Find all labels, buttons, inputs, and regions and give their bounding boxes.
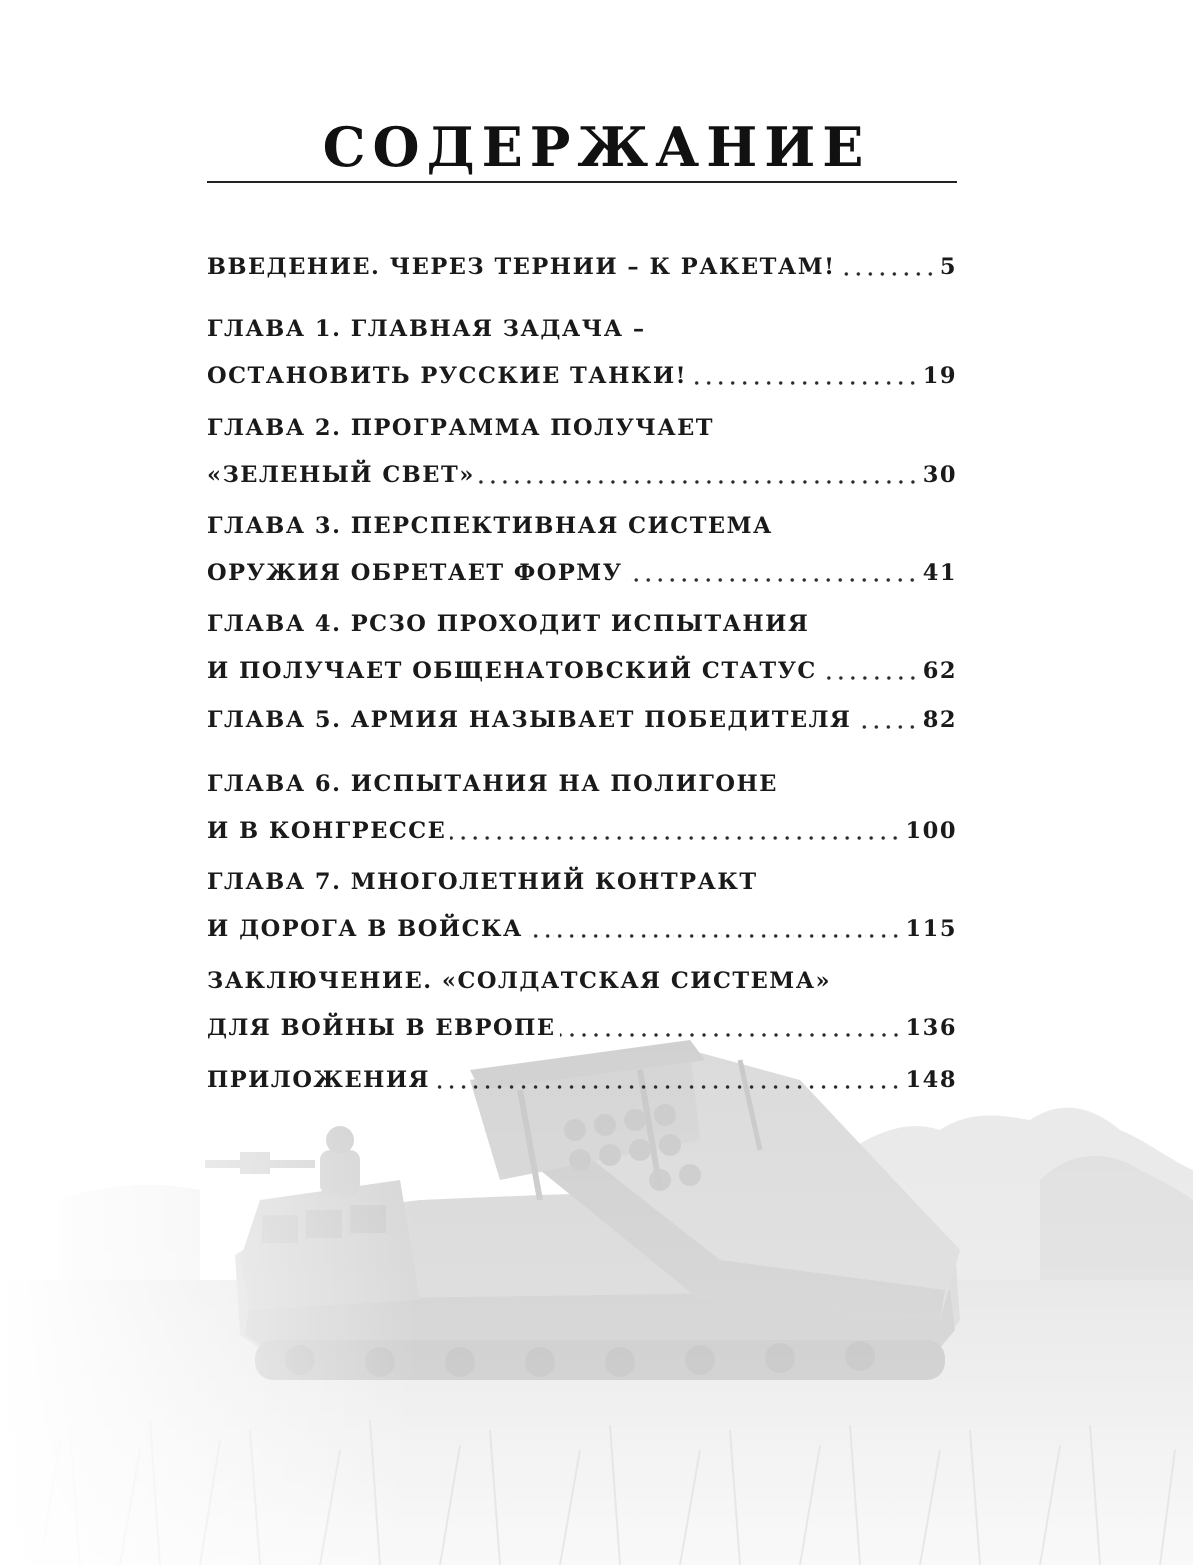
toc-entry-line	[207, 607, 957, 641]
toc-entry-line	[207, 458, 957, 492]
toc-entry-line	[207, 556, 957, 590]
toc-entry-line	[207, 411, 957, 445]
toc-page-number: 30	[922, 462, 957, 488]
toc-page-number: 136	[905, 1015, 957, 1041]
dot-leader	[840, 271, 936, 277]
toc-entry[interactable]	[207, 411, 957, 492]
toc-entry[interactable]	[207, 767, 957, 848]
toc-entry-title: ГЛАВА 1. ГЛАВНАЯ ЗАДАЧА –	[207, 316, 646, 342]
toc-entry-line	[207, 250, 957, 284]
dot-leader	[434, 1084, 902, 1090]
toc-entry-title: ГЛАВА 5. АРМИЯ НАЗЫВАЕТ ПОБЕДИТЕЛЯ	[207, 707, 852, 733]
toc-entry-line	[207, 509, 957, 543]
toc-page-number: 19	[922, 363, 957, 389]
toc-entry-title: ОСТАНОВИТЬ РУССКИЕ ТАНКИ!	[207, 363, 687, 389]
toc-entry-title: ДЛЯ ВОЙНЫ В ЕВРОПЕ	[207, 1015, 556, 1041]
toc-entry-title: И ПОЛУЧАЕТ ОБЩЕНАТОВСКИЙ СТАТУС	[207, 658, 817, 684]
toc-entry-line	[207, 654, 957, 688]
toc-page-number: 115	[905, 916, 957, 942]
toc-entry[interactable]	[207, 509, 957, 590]
toc-page-number: 41	[922, 560, 957, 586]
toc-entry[interactable]	[207, 964, 957, 1045]
dot-leader	[626, 577, 918, 583]
toc-page-number: 148	[905, 1067, 957, 1093]
toc-entry-line	[207, 703, 957, 737]
toc-entry[interactable]	[207, 607, 957, 688]
toc-page-number: 82	[922, 707, 957, 733]
dot-leader	[691, 380, 919, 386]
toc-entry-title: ОРУЖИЯ ОБРЕТАЕТ ФОРМУ	[207, 560, 623, 586]
toc-entry-title: ГЛАВА 6. ИСПЫТАНИЯ НА ПОЛИГОНЕ	[207, 771, 778, 797]
toc-entry-line	[207, 767, 957, 801]
dot-leader	[821, 675, 919, 681]
toc-entry-line	[207, 964, 957, 998]
dot-leader	[450, 835, 901, 841]
page-title: СОДЕРЖАНИЕ	[322, 115, 871, 179]
toc-entry-line	[207, 912, 957, 946]
toc-entry-line	[207, 814, 957, 848]
toc-entry-title: ЗАКЛЮЧЕНИЕ. «СОЛДАТСКАЯ СИСТЕМА»	[207, 968, 832, 994]
dot-leader	[479, 479, 919, 485]
toc-entry-line	[207, 312, 957, 346]
toc-entry-line	[207, 1063, 957, 1097]
dot-leader	[855, 724, 918, 730]
toc-entry[interactable]	[207, 312, 957, 393]
toc-entry-title: И В КОНГРЕССЕ	[207, 818, 447, 844]
toc-page-number: 62	[922, 658, 957, 684]
dot-leader	[560, 1032, 902, 1038]
toc-page-number: 5	[939, 254, 957, 280]
toc-entry-title: ГЛАВА 2. ПРОГРАММА ПОЛУЧАЕТ	[207, 415, 715, 441]
dot-leader	[527, 933, 902, 939]
toc-entry-title: ГЛАВА 4. РСЗО ПРОХОДИТ ИСПЫТАНИЯ	[207, 611, 810, 637]
toc-entry-title: «ЗЕЛЕНЫЙ СВЕТ»	[207, 462, 475, 488]
toc-page-number: 100	[905, 818, 957, 844]
toc-entry-title: ПРИЛОЖЕНИЯ	[207, 1067, 430, 1093]
toc-entry-title: ГЛАВА 3. ПЕРСПЕКТИВНАЯ СИСТЕМА	[207, 513, 773, 539]
toc-entry-line	[207, 359, 957, 393]
toc-entry[interactable]	[207, 250, 957, 284]
toc-entry-line	[207, 865, 957, 899]
toc-entry-title: И ДОРОГА В ВОЙСКА	[207, 916, 523, 942]
toc-entry[interactable]	[207, 703, 957, 737]
title-underline	[207, 181, 957, 183]
toc-entry-title: ВВЕДЕНИЕ. ЧЕРЕЗ ТЕРНИИ – К РАКЕТАМ!	[207, 254, 836, 280]
toc-entry[interactable]	[207, 865, 957, 946]
toc-entry-title: ГЛАВА 7. МНОГОЛЕТНИЙ КОНТРАКТ	[207, 869, 758, 895]
toc-entry[interactable]	[207, 1063, 957, 1097]
toc-entry-line	[207, 1011, 957, 1045]
